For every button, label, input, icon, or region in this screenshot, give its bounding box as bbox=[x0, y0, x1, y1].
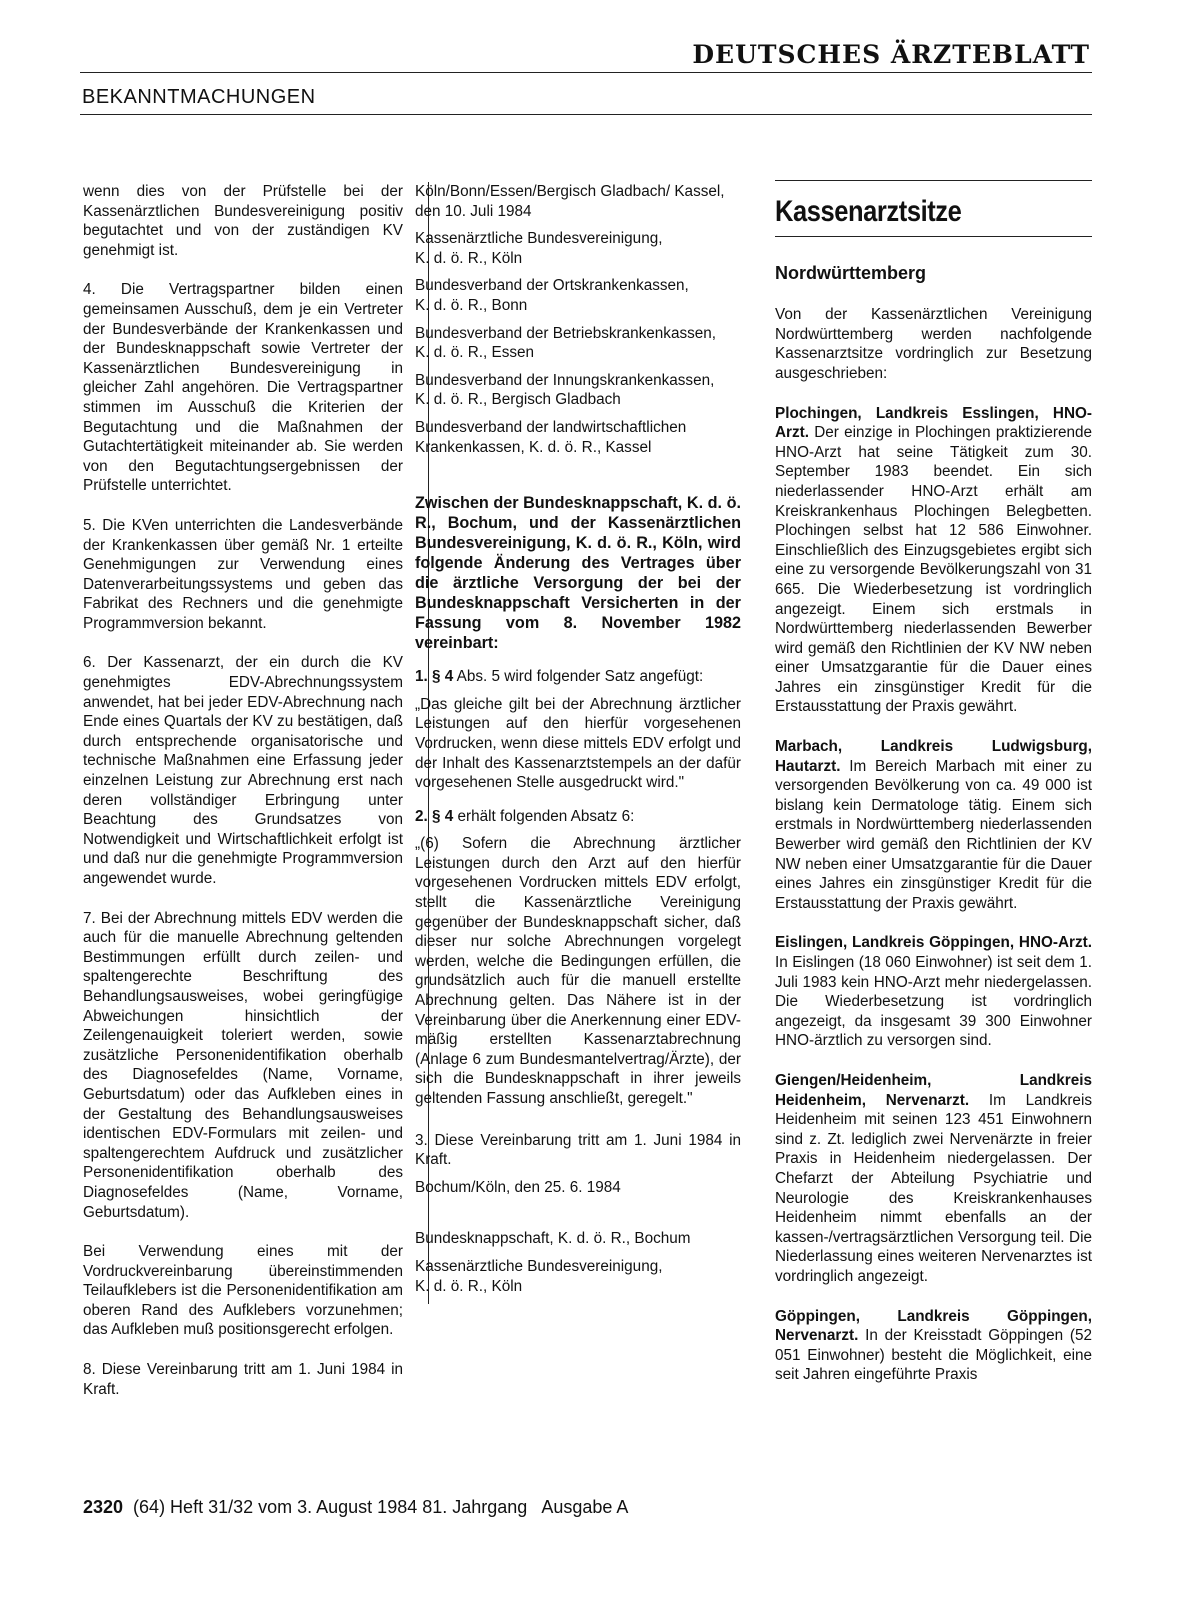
paragraph: Bei Verwendung eines mit der Vordruckvereinbarung übereinstimmenden Teilaufklebers ist die Personenidentifikation am oberen Rand des Aufklebers vorzunehmen; das Aufkleben muß positionsgerecht erfolgen. bbox=[83, 1243, 403, 1339]
signatory-legal: K. d. ö. R., Essen bbox=[415, 344, 535, 362]
signatory-legal: K. d. ö. R., Bonn bbox=[415, 296, 528, 314]
signatory bbox=[415, 276, 741, 315]
intro-paragraph: Von der Kassenärztlichen Vereinigung Nordwürttemberg werden nachfolgende Kassenarztsitze vordringlich zur Besetzung ausgeschrieben: bbox=[775, 306, 1092, 382]
listing bbox=[775, 933, 1092, 1051]
quote-1: „Das gleiche gilt bei der Abrechnung ärztlicher Leistungen auf den hierfür vorgesehenen Vordrucken, wenn diese mittels EDV erfolgt und der Inhalt des Kassenarztstempels an der dafür vorgesehenen Stelle ausgedruckt wird." bbox=[415, 695, 741, 792]
header-rule-top bbox=[80, 72, 1092, 73]
listing-title: Giengen/Heidenheim, Landkreis Heidenheim, Nervenarzt. bbox=[775, 1071, 1092, 1109]
listing-text: Im Bereich Marbach mit einer zu versorgenden Bevölkerung von ca. 49 000 ist bislang kein Dermatologe tätig. Einem sich erstmals in Nordwürttemberg niederlassenden Bewerber wird gemäß den Richtlinien der KV NW neben einer Umsatzgarantie für die Dauer eines Jahres ein zinsgünstiger Kredit für die Erstausstattung der Praxis gewährt. bbox=[775, 757, 1092, 912]
column-3 bbox=[775, 192, 1092, 1399]
listing-text: In Eislingen (18 060 Einwohner) ist seit dem 1. Juli 1983 kein HNO-Arzt mehr niedergelassen. Die Wiederbesetzung ist vordringlich angezeigt, da insgesamt 39 300 Einwohner HNO-ärztlich zu versorgen sind. bbox=[775, 954, 1092, 1050]
section-label: BEKANNTMACHUNGEN bbox=[82, 86, 316, 108]
place-date-2: Bochum/Köln, den 25. 6. 1984 bbox=[415, 1178, 621, 1196]
listing bbox=[775, 1071, 1092, 1287]
paragraph: 8. Diese Vereinbarung tritt am 1. Juni 1984 in Kraft. bbox=[83, 1361, 403, 1398]
paragraph: wenn dies von der Prüfstelle bei der Kassenärztlichen Bundesvereinigung positiv begutachtet und von der zuständigen KV genehmigt ist. bbox=[83, 183, 403, 259]
signatory-name: Kassenärztliche Bundesvereinigung, bbox=[415, 230, 663, 248]
listing-text: In der Kreisstadt Göppingen (52 051 Einwohner) besteht die Möglichkeit, eine seit Jahren eingeführte Praxis bbox=[775, 1327, 1092, 1384]
section-title: Kassenarztsitze bbox=[775, 195, 962, 228]
listing bbox=[775, 737, 1092, 913]
signatory-name: Kassenärztliche Bundesvereinigung, bbox=[415, 1257, 663, 1275]
page-footer bbox=[83, 1497, 628, 1518]
col3-rule-top bbox=[775, 180, 1092, 181]
signatory-legal: K. d. ö. R., Köln bbox=[415, 249, 523, 267]
item-2-label: 2. § 4 bbox=[415, 807, 454, 825]
listing-text: Im Landkreis Heidenheim mit seinen 123 451 Einwohnern sind z. Zt. lediglich zwei Nervenärzte in freier Praxis in Heidenheim niedergelassen. Der Chefarzt der Abteilung Psychiatrie und Neurologie des Kreiskrankenhauses Heidenheim nimmt ebenfalls an der kassen-/vertragsärztlichen Versorgung teil. Die Niederlassung eines weiteren Nervenarztes ist vordringlich angezeigt. bbox=[775, 1091, 1092, 1285]
signatory-legal: Krankenkassen, K. d. ö. R., Kassel bbox=[415, 438, 652, 456]
signatory-name: Bundesverband der landwirtschaftlichen bbox=[415, 418, 687, 436]
listing-title: Eislingen, Landkreis Göppingen, HNO-Arzt. bbox=[775, 934, 1092, 952]
place-date: Köln/Bonn/Essen/Bergisch Gladbach/ Kassel, den 10. Juli 1984 bbox=[415, 183, 725, 220]
header-rule-bottom bbox=[80, 114, 1092, 115]
final-signatory: Bundesknappschaft, K. d. ö. R., Bochum bbox=[415, 1230, 691, 1248]
paragraph: 5. Die KVen unterrichten die Landesverbände der Krankenkassen über gemäß Nr. 1 erteilte Genehmigungen zur Verwendung eines Datenverarbeitungssystems und geben das Fabrikat des Rechners und die genehmigte Programmversion bekannt. bbox=[83, 516, 403, 632]
signatory-name: Bundesverband der Innungskrankenkassen, bbox=[415, 371, 715, 389]
item-1-text: Abs. 5 wird folgender Satz angefügt: bbox=[453, 668, 704, 686]
listing-text: Der einzige in Plochingen praktizierende HNO-Arzt hat seine Tätigkeit zum 30. September 1983 beendet. Ein sich niederlassender HNO-Arzt erhält am Kreiskrankenhaus Plochingen Belegbetten. Plochingen selbst hat 12 586 Einwohner. Einschließlich des Einzugsgebietes ergibt sich eine zu versorgende Bevölkerungszahl von 31 665. Die Wiederbesetzung ist vordringlich angezeigt. Einem sich erstmals in Nordwürttemberg niederlassenden Bewerber wird gemäß den Richtlinien der KV NW neben einer Umsatzgarantie für die Dauer eines Jahres ein zinsgünstiger Kredit für die Erstausstattung der Praxis gewährt. bbox=[775, 424, 1092, 716]
listing-title: Marbach, Landkreis Ludwigsburg, Hautarzt. bbox=[775, 738, 1092, 775]
paragraph: 6. Der Kassenarzt, der ein durch die KV genehmigtes EDV-Abrechnungssystem anwendet, hat bei jeder EDV-Abrechnung nach Ende eines Quartals der KV zu bestätigen, daß durch entsprechende organisatorische und technische Maßnahmen eine Erfassung jeder einzelnen Leistung zur Abrechnung erst nach deren vollständiger Erbringung unter Beachtung des Grundsatzes von Notwendigkeit und Wirtschaftlichkeit erfolgt ist und daß nur die genehmigte Programmversion angewendet wurde. bbox=[83, 654, 403, 887]
signatory bbox=[415, 324, 741, 363]
paragraph: 4. Die Vertragspartner bilden einen gemeinsamen Ausschuß, dem je ein Vertreter der Bundesverbände der Krankenkassen und der Bundesknappschaft sowie Vertreter der Kassenärztlichen Bundesvereinigung in gleicher Zahl angehören. Die Vertragspartner stimmen im Ausschuß die Kriterien der Begutachtung und die Maßnahmen der Gutachtertätigkeit miteinander ab. Sie werden von den Begutachtungsergebnissen der Prüfstelle unterrichtet. bbox=[83, 281, 403, 495]
page-number: 2320 bbox=[83, 1497, 124, 1517]
agreement-heading: Zwischen der Bundesknappschaft, K. d. ö. R., Bochum, und der Kassenärztlichen Bundesvereinigung, K. d. ö. R., Köln, wird folgende Änderung des Vertrages über die ärztliche Versorgung der bei der Bundesknappschaft Versicherten in der Fassung vom 8. November 1982 vereinbart: bbox=[415, 494, 741, 653]
listing-title: Göppingen, Landkreis Göppingen, Nervenarzt. bbox=[775, 1307, 1092, 1345]
item-1-label: 1. § 4 bbox=[415, 668, 454, 686]
item-3: 3. Diese Vereinbarung tritt am 1. Juni 1984 in Kraft. bbox=[415, 1131, 741, 1169]
quote-2: „(6) Sofern die Abrechnung ärztlicher Leistungen durch den Arzt auf den hierfür vorgesehenen Vordrucken mittels EDV erfolgt, stellt die Kassenärztliche Vereinigung gegenüber der Bundesknappschaft sicher, daß dieser nur solche Abrechnungen vorgelegt werden, welche die Bedingungen erfüllen, die grundsätzlich auch für die manuell erstellte Abrechnung gelten. Das Nähere ist in der Vereinbarung über die Anerkennung einer EDV-mäßig erstellten Kassenarztabrechnung (Anlage 6 zum Bundesmantelvertrag/Ärzte), der sich die Bundesknappschaft in ihrer jeweils geltenden Fassung anschließt, geregelt." bbox=[415, 835, 741, 1107]
signatory-legal: K. d. ö. R., Köln bbox=[415, 1277, 523, 1295]
item-2 bbox=[415, 807, 741, 827]
region-heading: Nordwürttemberg bbox=[775, 262, 927, 283]
signatory bbox=[415, 371, 741, 410]
signatory-legal: K. d. ö. R., Bergisch Gladbach bbox=[415, 391, 621, 409]
listing bbox=[775, 404, 1092, 718]
item-1 bbox=[415, 667, 741, 687]
item-2-text: erhält folgenden Absatz 6: bbox=[453, 807, 635, 825]
listing-title: Plochingen, Landkreis Esslingen, HNO-Arzt. bbox=[775, 404, 1092, 442]
signatory-name: Bundesverband der Ortskrankenkassen, bbox=[415, 277, 689, 295]
signatory-name: Bundesverband der Betriebskrankenkassen, bbox=[415, 324, 717, 342]
paragraph: 7. Bei der Abrechnung mittels EDV werden die auch für die manuelle Abrechnung geltenden Bestimmungen erfüllt durch zeilen- und spaltengerechte Beschriftung des Behandlungsausweises, wobei geringfügige Abweichungen hinsichtlich der Zeilengenauigkeit toleriert werden, sowie zusätzliche Personenidentifikation oberhalb des Diagnosefeldes (Name, Vorname, Geburtsdatum) oder das Aufkleben eines in der Gestaltung des Behandlungsausweises identischen EDV-Formulars mit zeilen- und spaltengerechtem Aufdruck und zusätzlicher Personenidentifikation oberhalb des Diagnosefeldes (Name, Vorname, Geburtsdatum). bbox=[83, 909, 403, 1221]
column-2 bbox=[415, 182, 741, 1304]
masthead: DEUTSCHES ÄRZTEBLATT bbox=[692, 40, 1090, 69]
listing bbox=[775, 1307, 1092, 1385]
issue-info: (64) Heft 31/32 vom 3. August 1984 81. Jahrgang Ausgabe A bbox=[123, 1497, 629, 1517]
final-signatory bbox=[415, 1257, 741, 1296]
column-1 bbox=[83, 182, 403, 1413]
signatory bbox=[415, 418, 741, 457]
signatory bbox=[415, 229, 741, 268]
